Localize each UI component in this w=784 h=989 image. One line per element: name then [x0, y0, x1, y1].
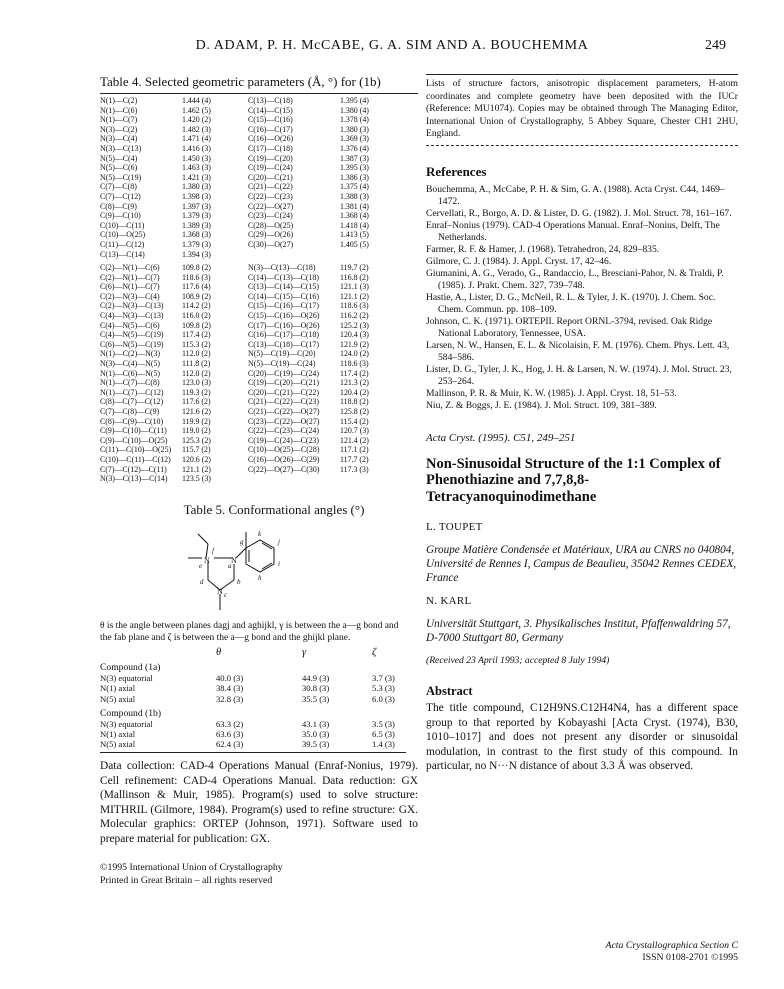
table5-row: [100, 739, 418, 749]
angle-row-value: 117.6 (4): [182, 282, 211, 292]
diagram-label-b: b: [237, 577, 241, 586]
bond-row-value: 1.368 (3): [182, 230, 211, 240]
diagram-atom-n3: N: [217, 586, 223, 596]
bond-row-label: N(3)—C(13): [100, 143, 142, 153]
angle-row-label: C(2)—N(1)—C(6): [100, 263, 160, 273]
table5-cell: 1.4 (3): [372, 739, 395, 750]
angle-row-label: C(4)—N(3)—C(13): [100, 311, 164, 321]
table5-cell: 63.3 (2): [216, 718, 244, 729]
table4-bond-names-left: [100, 96, 182, 259]
table5-cell: N(3) equatorial: [100, 673, 153, 684]
reference-item: Giumanini, A. G., Verado, G., Randaccio, L., Bresciani-Pahor, N. & Traldi, P. (1985). J. Prakt. Chem. 327, 739–748.: [426, 267, 724, 291]
angle-row-value: 117.3 (3): [340, 464, 369, 474]
bond-row-label: C(8)—C(9): [100, 201, 137, 211]
angle-row-label: C(21)—C(22)—O(27): [248, 407, 320, 416]
bond-row-value: 1.379 (3): [182, 239, 211, 249]
reference-item: Niu, Z. & Boggs, J. E. (1984). J. Mol. Struct. 109, 381–389.: [426, 399, 657, 411]
angle-row-label: C(19)—C(24)—C(23): [248, 435, 320, 445]
angle-row-label: C(6)—N(1)—C(7): [100, 282, 160, 292]
bond-row-label: C(10)—C(11): [100, 220, 145, 230]
bond-row-value: 1.375 (4): [340, 182, 369, 192]
bond-row-label: N(3)—C(2): [100, 124, 138, 134]
left-column: [100, 74, 418, 887]
table5-row: [100, 694, 418, 704]
bond-row-value: 1.369 (3): [340, 134, 369, 144]
bond-row-label: N(1)—C(2): [100, 96, 138, 105]
angle-row-value: 118.6 (3): [182, 272, 211, 282]
table5-row: [100, 673, 418, 683]
table5-cell: 40.0 (3): [216, 673, 244, 684]
angle-row-label: C(2)—N(1)—C(7): [100, 272, 160, 282]
angle-row-label: C(7)—C(8)—C(9): [100, 407, 160, 416]
angle-row-value: 116.8 (2): [340, 272, 369, 282]
bond-row-label: C(21)—C(22): [248, 182, 293, 192]
bond-row-label: C(7)—C(12): [100, 191, 141, 201]
angle-row-value: 111.8 (2): [182, 359, 211, 369]
angle-row-label: C(2)—N(3)—C(13): [100, 301, 164, 311]
angle-row-label: N(5)—C(19)—C(20): [248, 349, 316, 359]
angle-row-label: C(20)—C(21)—C(22): [248, 387, 320, 397]
angle-row-label: C(16)—C(17)—C(18): [248, 330, 320, 340]
affiliation-stuttgart: Universität Stuttgart, 3. Physikalisches Institut, Pfaffenwaldring 57, D-7000 Stuttgart 80, Germany: [426, 618, 731, 645]
author-toupet: L. TOUPET: [426, 521, 483, 534]
table4-top-rule: [100, 93, 418, 94]
table5-cell: 39.5 (3): [302, 739, 330, 750]
bond-row-label: C(19)—C(20): [248, 153, 293, 163]
bond-row-value: 1.463 (3): [182, 163, 211, 173]
running-header: [0, 38, 784, 58]
angle-row-value: 121.1 (2): [182, 464, 211, 474]
angle-row-value: 117.4 (2): [340, 368, 369, 378]
angle-row-label: C(13)—C(14)—C(15): [248, 282, 320, 292]
angle-row-value: 121.1 (2): [340, 291, 369, 301]
table4-caption: Table 4. Selected geometric parameters (Å, °) for (1b): [100, 74, 381, 89]
bond-row-label: N(3)—C(4): [100, 134, 138, 144]
angle-row-label: C(15)—C(16)—C(17): [248, 301, 320, 311]
angle-row-label: C(22)—C(23)—C(24): [248, 426, 320, 436]
table5-caption: Table 5. Conformational angles (°): [183, 501, 365, 517]
bond-row-value: 1.471 (4): [182, 134, 211, 144]
table5-note: θ is the angle between planes dagj and aghijkl, γ is between the a—g bond and the fab plane and ζ is between the a—g bond and the ghijkl plane.: [100, 620, 399, 643]
bond-row-label: C(19)—C(24): [248, 163, 293, 173]
table5-cell: 43.1 (3): [302, 718, 330, 729]
angle-row-label: C(15)—C(16)—O(26): [248, 311, 320, 321]
bond-row-label: N(5)—C(4): [100, 153, 138, 163]
table4-bond-values-right: [340, 96, 400, 259]
reference-item: Farmer, R. F. & Hamer, J. (1968). Tetrahedron, 24, 829–835.: [426, 243, 660, 255]
table5-cell: N(5) axial: [100, 739, 136, 750]
footer-issn: ISSN 0108-2701 ©1995: [642, 952, 738, 963]
bond-row-value: 1.413 (5): [340, 230, 369, 240]
angle-row-value: 117.7 (2): [340, 454, 369, 464]
bond-row-label: C(22)—O(27): [248, 201, 294, 211]
bond-row-value: 1.450 (3): [182, 153, 211, 163]
angle-row-label: C(7)—C(12)—C(11): [100, 464, 167, 474]
diagram-atom-n2: N: [231, 555, 237, 565]
table5-bottom-rule: [100, 752, 406, 753]
bond-row-label: N(5)—C(6): [100, 163, 138, 173]
angle-row-label: C(8)—C(9)—C(10): [100, 416, 164, 426]
table5-row: [100, 729, 418, 739]
angle-row-label: C(10)—O(25)—C(28): [248, 445, 320, 455]
bond-row-value: 1.395 (4): [340, 96, 369, 105]
table5-cell: 5.3 (3): [372, 683, 395, 694]
angle-row-value: 119.9 (2): [182, 416, 211, 426]
bond-row-value: 1.398 (3): [182, 191, 211, 201]
table5-cell: 35.5 (3): [302, 693, 330, 704]
table4-bond-names-right: [248, 96, 340, 259]
bond-row-label: C(15)—C(16): [248, 115, 293, 125]
page-number: 249: [705, 38, 726, 53]
angle-row-label: C(4)—N(5)—C(6): [100, 320, 160, 330]
diagram-label-k: k: [258, 529, 262, 538]
table5-header-gamma: γ: [302, 646, 307, 658]
bond-row-value: 1.418 (4): [340, 220, 369, 230]
angle-row-value: 115.4 (2): [340, 416, 369, 426]
angle-row-value: 124.0 (2): [340, 349, 369, 359]
diagram-label-f: f: [212, 546, 214, 555]
table5-cell: 32.8 (3): [216, 693, 244, 704]
bond-row-value: 1.388 (3): [340, 191, 369, 201]
diagram-atom-n1: N: [204, 555, 210, 565]
bond-row-label: C(9)—C(10): [100, 211, 141, 221]
bond-row-label: C(7)—C(8): [100, 182, 137, 192]
reference-item: Cervellati, R., Borgo, A. D. & Lister, D. G. (1982). J. Mol. Struct. 78, 161–167.: [426, 207, 732, 219]
angle-row-label: C(19)—C(20)—C(21): [248, 378, 320, 388]
table5-header-zeta: ζ: [372, 646, 377, 658]
angle-row-value: 121.6 (2): [182, 407, 211, 416]
table5-cell: 63.6 (3): [216, 729, 244, 740]
angle-row-value: 108.9 (2): [182, 291, 211, 301]
reference-item: Gilmore, C. J. (1984). J. Appl. Cryst. 17, 42–46.: [426, 255, 612, 267]
bond-row-value: 1.397 (3): [182, 201, 211, 211]
table4-angle-values-right: [340, 263, 400, 484]
angle-row-value: 121.4 (2): [340, 435, 369, 445]
angle-row-value: 117.4 (2): [182, 330, 211, 340]
angle-row-value: 114.2 (2): [182, 301, 211, 311]
angle-row-label: C(10)—C(11)—C(12): [100, 454, 171, 464]
footer-journal: Acta Crystallographica Section C: [605, 940, 738, 951]
diagram-label-j: j: [278, 537, 280, 546]
table5-header-theta: θ: [216, 646, 222, 658]
angle-row-value: 125.3 (2): [182, 435, 211, 445]
bond-row-value: 1.416 (3): [182, 143, 211, 153]
angle-row-label: N(3)—C(13)—C(18): [248, 263, 316, 273]
angle-row-label: C(21)—C(22)—C(23): [248, 397, 320, 407]
angle-row-value: 119.0 (2): [182, 426, 211, 436]
angle-row-value: 120.4 (3): [340, 330, 369, 340]
bond-row-value: 1.387 (3): [340, 153, 369, 163]
table4-angle-names-right: [248, 263, 340, 484]
article-title: Non-Sinusoidal Structure of the 1:1 Complex of Phenothiazine and 7,7,8,8-Tetracyanoquinodimethane: [426, 455, 721, 505]
angle-row-value: 125.2 (3): [340, 320, 369, 330]
table5-cell: 30.8 (3): [302, 683, 330, 694]
data-collection-paragraph: Data collection: CAD-4 Operations Manual (Enraf-Nonius, 1979). Cell refinement: CAD-4 Operations Manual. Data reduction: GX (Mallinson & Muir, 1985). Program(s) used to solve structure: MITHRIL (Gilmore, 1984). Program(s) used to refine structure: GX. Molecular graphics: ORTEP (Johnson, 1971). Software used to prepare material for publication: GX.: [100, 760, 418, 845]
diagram-label-i: i: [278, 559, 280, 568]
bond-row-label: C(23)—C(24): [248, 211, 293, 221]
table5-cell: 62.4 (3): [216, 739, 244, 750]
table5-cell: N(1) axial: [100, 729, 136, 740]
table5-cell: 3.7 (3): [372, 673, 395, 684]
bond-row-label: N(1)—C(6): [100, 105, 138, 115]
angle-row-label: C(23)—C(22)—O(27): [248, 416, 320, 426]
bond-row-value: 1.420 (2): [182, 115, 211, 125]
angle-row-value: 123.5 (3): [182, 474, 211, 484]
bond-row-value: 1.462 (5): [182, 105, 211, 115]
diagram-label-h: h: [258, 573, 262, 582]
bond-row-value: 1.394 (3): [182, 249, 211, 259]
angle-row-label: C(16)—O(26)—C(29): [248, 454, 320, 464]
reference-item: Mallinson, P. R. & Muir, K. W. (1985). J. Appl. Cryst. 18, 51–53.: [426, 387, 677, 399]
references-list: [426, 184, 738, 412]
reference-item: Lister, D. G., Tyler, J. K., Hog, J. H. & Larsen, N. W. (1974). J. Mol. Struct. 23, 253–264.: [426, 363, 732, 387]
deposit-paragraph: Lists of structure factors, anisotropic displacement parameters, H-atom coordinates and complete geometry have been deposited with the IUCr (Reference: MU1074). Copies may be obtained through The Managing Editor, International Union of Crystallography, 5 Abbey Square, Chester CH1 2HU, England.: [426, 78, 738, 140]
diagram-label-c: c: [224, 590, 228, 599]
reference-item: Johnson, C. K. (1971). ORTEPII. Report ORNL-3794, revised. Oak Ridge National Laboratory, Tennessee, USA.: [426, 315, 713, 339]
table5-cell: 6.5 (3): [372, 729, 395, 740]
table5-cell: N(1) axial: [100, 683, 136, 694]
angle-row-value: 120.4 (2): [340, 387, 369, 397]
reference-item: Hastie, A., Lister, D. G., McNeil, R. L. & Tyler, J. K. (1970). J. Chem. Soc. Chem. Commun. pp. 108–109.: [426, 291, 716, 315]
angle-row-value: 116.2 (2): [340, 311, 369, 321]
angle-row-value: 109.8 (2): [182, 320, 211, 330]
bond-row-label: C(11)—C(12): [100, 239, 145, 249]
bond-row-label: C(10)—O(25): [100, 230, 146, 240]
deposit-top-rule: [426, 74, 738, 75]
angle-row-value: 116.0 (2): [182, 311, 211, 321]
bond-row-label: C(16)—C(17): [248, 124, 293, 134]
table5-row: [100, 719, 418, 729]
bond-row-value: 1.444 (4): [182, 96, 211, 105]
diagram-label-e: e: [199, 561, 203, 570]
table5-group: [100, 709, 418, 750]
bond-row-value: 1.421 (3): [182, 172, 211, 182]
table4-bond-values-left: [182, 96, 248, 259]
table5-cell: 3.5 (3): [372, 718, 395, 729]
diagram-label-d: d: [200, 577, 204, 586]
angle-row-label: C(17)—C(16)—O(26): [248, 320, 320, 330]
angle-row-label: N(3)—C(4)—N(5): [100, 359, 161, 369]
bond-row-value: 1.405 (5): [340, 239, 369, 249]
running-header-authors: D. ADAM, P. H. McCABE, G. A. SIM AND A. BOUCHEMMA: [195, 38, 589, 53]
references-heading: References: [426, 163, 487, 179]
bond-row-value: 1.389 (3): [182, 220, 211, 230]
bond-row-label: C(13)—C(14): [100, 249, 145, 259]
page-footer: [605, 940, 738, 964]
angle-row-value: 115.3 (2): [182, 339, 211, 349]
angle-row-label: N(1)—C(7)—C(12): [100, 387, 164, 397]
table5-row: [100, 683, 418, 693]
bond-row-label: C(14)—C(15): [248, 105, 293, 115]
angle-row-value: 120.7 (3): [340, 426, 369, 436]
diagram-label-a: a: [228, 561, 232, 570]
bond-row-value: 1.378 (4): [340, 115, 369, 125]
angle-row-label: N(3)—C(13)—C(14): [100, 474, 168, 484]
angle-row-value: 118.6 (3): [340, 359, 369, 369]
journal-reference: Acta Cryst. (1995). C51, 249–251: [426, 431, 576, 444]
angle-row-value: 123.0 (3): [182, 378, 211, 388]
angle-row-label: C(20)—C(19)—C(24): [248, 368, 320, 378]
bond-row-label: C(30)—O(27): [248, 239, 294, 249]
angle-row-value: 117.1 (2): [340, 445, 369, 455]
table5-cell: N(5) axial: [100, 693, 136, 704]
angle-row-label: C(14)—C(13)—C(18): [248, 272, 320, 282]
angle-row-label: C(9)—C(10)—O(25): [100, 435, 168, 445]
abstract-text: The title compound, C12H9NS.C12H4N4, has a different space group to that reported by Kobayashi [Acta Cryst. (1974), B30, 1010–1017] and does not present any disorder or sinusoidal modulation, in contrast to the first study of this compound. In particular, no N···N distance of about 3.3 Å was observed.: [426, 702, 738, 773]
table4-angle-names-left: [100, 263, 182, 484]
angle-row-label: C(6)—N(5)—C(19): [100, 339, 164, 349]
bond-row-label: C(22)—C(23): [248, 191, 293, 201]
angle-row-label: N(5)—C(19)—C(24): [248, 359, 316, 369]
bond-row-label: C(29)—O(26): [248, 230, 294, 240]
bond-row-value: 1.395 (3): [340, 163, 369, 173]
angle-row-label: C(8)—C(7)—C(12): [100, 397, 164, 407]
copyright-line: ©1995 International Union of Crystallography: [100, 862, 283, 874]
bond-row-label: C(16)—O(26): [248, 134, 294, 144]
bond-row-value: 1.482 (3): [182, 124, 211, 134]
diagram-label-g: g: [240, 537, 244, 546]
angle-row-label: C(2)—N(3)—C(4): [100, 291, 160, 301]
bond-row-label: C(17)—C(18): [248, 143, 293, 153]
table5-group: [100, 663, 418, 704]
bond-row-label: N(1)—C(7): [100, 115, 138, 125]
table4-bonds: [100, 96, 418, 259]
angle-row-value: 125.8 (2): [340, 407, 369, 416]
angle-row-label: C(14)—C(15)—C(16): [248, 291, 320, 301]
table5-groups: [100, 663, 418, 750]
angle-row-value: 120.6 (2): [182, 454, 211, 464]
bond-row-label: C(28)—O(25): [248, 220, 294, 230]
received-dates: (Received 23 April 1993; accepted 8 July 1994): [426, 655, 610, 667]
angle-row-value: 121.1 (3): [340, 282, 369, 292]
bond-row-label: C(13)—C(18): [248, 96, 293, 105]
angle-row-value: 112.0 (2): [182, 349, 211, 359]
bond-row-value: 1.379 (3): [182, 211, 211, 221]
table5-body: [100, 648, 418, 750]
angle-row-value: 117.6 (2): [182, 397, 211, 407]
table5-group-label: Compound (1b): [100, 707, 162, 719]
angle-row-value: 119.7 (2): [340, 263, 369, 273]
bond-row-value: 1.380 (3): [182, 182, 211, 192]
bond-row-label: C(20)—C(21): [248, 172, 293, 182]
angle-row-value: 118.6 (3): [340, 301, 369, 311]
affiliation-rennes: Groupe Matière Condensée et Matériaux, URA au CNRS no 040804, Université de Rennes I, Campus de Beaulieu, 35042 Rennes CEDEX, France: [426, 544, 737, 585]
angle-row-label: C(11)—C(10)—O(25): [100, 445, 172, 455]
angle-row-value: 118.8 (2): [340, 397, 369, 407]
table5-cell: 44.9 (3): [302, 673, 330, 684]
bond-row-value: 1.368 (4): [340, 211, 369, 221]
table5-group-label: Compound (1a): [100, 661, 161, 673]
table5-header-row: [100, 648, 418, 658]
angle-row-value: 119.3 (2): [182, 387, 211, 397]
table5-cell: 35.0 (3): [302, 729, 330, 740]
angle-row-label: N(1)—C(7)—C(8): [100, 378, 160, 388]
angle-row-label: C(4)—N(5)—C(19): [100, 330, 164, 340]
abstract-heading: Abstract: [426, 684, 473, 699]
copyright-block: [100, 862, 418, 887]
bond-row-value: 1.380 (4): [340, 105, 369, 115]
right-column: [426, 74, 738, 774]
author-karl: N. KARL: [426, 595, 472, 608]
reference-item: Larsen, N. W., Hansen, E. L. & Nicolaisin, F. M. (1976). Chem. Phys. Lett. 43, 584–586.: [426, 339, 730, 363]
bond-row-label: N(5)—C(19): [100, 172, 142, 182]
bond-row-value: 1.376 (4): [340, 143, 369, 153]
reference-item: Bouchemma, A., McCabe, P. H. & Sim, G. A. (1988). Acta Cryst. C44, 1469–1472.: [426, 183, 725, 207]
angle-row-label: N(1)—C(2)—N(3): [100, 349, 161, 359]
deposit-bottom-rule: [426, 145, 738, 146]
angle-row-label: C(22)—O(27)—C(30): [248, 464, 320, 474]
angle-row-value: 121.3 (2): [340, 378, 369, 388]
table4-angle-values-left: [182, 263, 248, 484]
angle-row-value: 121.9 (2): [340, 339, 369, 349]
table5-cell: 6.0 (3): [372, 693, 395, 704]
bond-row-value: 1.380 (3): [340, 124, 369, 134]
angle-row-label: N(1)—C(6)—N(5): [100, 368, 161, 378]
reference-item: Enraf–Nonius (1979). CAD-4 Operations Manual. Enraf–Nonius, Delft, The Netherlands.: [426, 219, 720, 243]
angle-row-value: 115.7 (2): [182, 445, 211, 455]
angle-row-label: C(13)—C(18)—C(17): [248, 339, 320, 349]
angle-row-value: 109.8 (2): [182, 263, 211, 273]
angle-row-label: C(9)—C(10)—C(11): [100, 426, 167, 436]
table5-cell: 38.4 (3): [216, 683, 244, 694]
bond-row-value: 1.381 (4): [340, 201, 369, 211]
angle-row-value: 112.0 (2): [182, 368, 211, 378]
printed-line: Printed in Great Britain – all rights reserved: [100, 874, 273, 886]
conformation-diagram: [186, 524, 316, 616]
table4-angles: [100, 263, 418, 484]
bond-row-value: 1.386 (3): [340, 172, 369, 182]
table5-cell: N(3) equatorial: [100, 718, 153, 729]
